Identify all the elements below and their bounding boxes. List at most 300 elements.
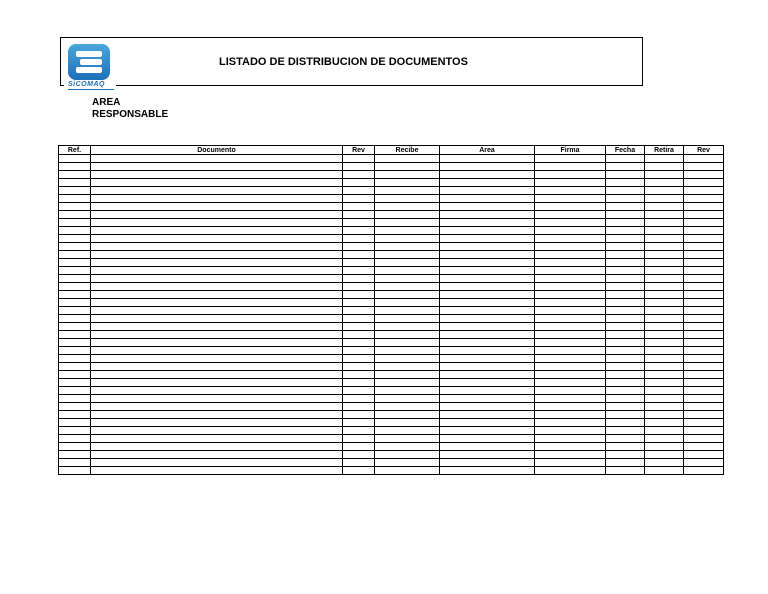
table-cell — [535, 211, 606, 219]
table-cell — [645, 347, 684, 355]
table-cell — [343, 403, 375, 411]
table-row — [59, 219, 724, 227]
table-cell — [684, 283, 724, 291]
table-cell — [645, 443, 684, 451]
company-logo — [64, 41, 116, 89]
table-cell — [91, 403, 343, 411]
table-cell — [684, 291, 724, 299]
table-cell — [343, 307, 375, 315]
table-cell — [343, 387, 375, 395]
table-cell — [606, 259, 645, 267]
table-cell — [684, 411, 724, 419]
table-cell — [606, 331, 645, 339]
table-cell — [91, 179, 343, 187]
table-cell — [343, 251, 375, 259]
table-cell — [535, 155, 606, 163]
table-cell — [645, 331, 684, 339]
table-cell — [606, 451, 645, 459]
table-cell — [59, 467, 91, 475]
table-cell — [440, 467, 535, 475]
table-cell — [606, 275, 645, 283]
table-cell — [684, 387, 724, 395]
table-cell — [684, 307, 724, 315]
table-cell — [684, 379, 724, 387]
table-cell — [645, 299, 684, 307]
table-cell — [59, 331, 91, 339]
table-cell — [343, 203, 375, 211]
table-cell — [59, 371, 91, 379]
table-cell — [606, 307, 645, 315]
table-cell — [59, 243, 91, 251]
table-row — [59, 395, 724, 403]
table-cell — [645, 187, 684, 195]
table-cell — [606, 155, 645, 163]
table-cell — [375, 427, 440, 435]
table-cell — [645, 419, 684, 427]
table-cell — [535, 203, 606, 211]
table-cell — [440, 195, 535, 203]
table-cell — [375, 155, 440, 163]
table-cell — [684, 395, 724, 403]
table-cell — [684, 435, 724, 443]
table-cell — [606, 459, 645, 467]
table-row — [59, 339, 724, 347]
table-cell — [645, 155, 684, 163]
table-cell — [535, 387, 606, 395]
table-cell — [684, 259, 724, 267]
table-cell — [343, 275, 375, 283]
table-cell — [91, 435, 343, 443]
table-cell — [645, 259, 684, 267]
table-cell — [535, 467, 606, 475]
table-cell — [375, 275, 440, 283]
table-cell — [59, 363, 91, 371]
table-cell — [440, 371, 535, 379]
table-cell — [59, 315, 91, 323]
table-cell — [91, 395, 343, 403]
table-cell — [684, 299, 724, 307]
table-cell — [535, 411, 606, 419]
table-cell — [440, 163, 535, 171]
table-cell — [535, 355, 606, 363]
table-row — [59, 411, 724, 419]
table-cell — [375, 307, 440, 315]
table-cell — [684, 467, 724, 475]
table-cell — [684, 243, 724, 251]
table-row — [59, 467, 724, 475]
table-cell — [440, 419, 535, 427]
table-cell — [91, 251, 343, 259]
table-cell — [606, 339, 645, 347]
table-cell — [684, 355, 724, 363]
table-cell — [343, 459, 375, 467]
table-cell — [440, 387, 535, 395]
table-cell — [645, 379, 684, 387]
table-cell — [343, 259, 375, 267]
table-cell — [440, 203, 535, 211]
table-cell — [440, 347, 535, 355]
table-row — [59, 283, 724, 291]
table-cell — [684, 211, 724, 219]
table-cell — [606, 323, 645, 331]
table-row — [59, 435, 724, 443]
column-header-area: Area — [440, 146, 535, 155]
table-cell — [440, 379, 535, 387]
table-cell — [343, 371, 375, 379]
table-cell — [684, 323, 724, 331]
table-cell — [684, 459, 724, 467]
table-cell — [440, 259, 535, 267]
document-header — [60, 37, 643, 86]
table-cell — [375, 459, 440, 467]
table-cell — [375, 291, 440, 299]
table-cell — [535, 363, 606, 371]
table-cell — [375, 187, 440, 195]
table-cell — [440, 315, 535, 323]
table-cell — [606, 315, 645, 323]
table-cell — [375, 203, 440, 211]
table-cell — [606, 251, 645, 259]
table-cell — [684, 403, 724, 411]
table-cell — [59, 443, 91, 451]
table-cell — [684, 339, 724, 347]
table-cell — [684, 203, 724, 211]
table-row — [59, 267, 724, 275]
table-cell — [440, 339, 535, 347]
table-cell — [375, 219, 440, 227]
table-cell — [440, 331, 535, 339]
table-cell — [343, 187, 375, 195]
table-row — [59, 203, 724, 211]
table-cell — [91, 227, 343, 235]
table-cell — [684, 235, 724, 243]
table-cell — [645, 355, 684, 363]
table-cell — [606, 291, 645, 299]
distribution-table — [58, 145, 724, 475]
table-cell — [375, 243, 440, 251]
table-cell — [343, 451, 375, 459]
table-cell — [535, 435, 606, 443]
table-cell — [91, 307, 343, 315]
table-cell — [343, 211, 375, 219]
table-cell — [375, 267, 440, 275]
table-row — [59, 187, 724, 195]
table-cell — [59, 259, 91, 267]
table-cell — [91, 211, 343, 219]
table-cell — [343, 267, 375, 275]
table-row — [59, 419, 724, 427]
table-row — [59, 371, 724, 379]
table-cell — [343, 155, 375, 163]
column-header-retira: Retira — [645, 146, 684, 155]
table-cell — [91, 363, 343, 371]
table-cell — [440, 275, 535, 283]
table-cell — [606, 427, 645, 435]
table-cell — [535, 347, 606, 355]
table-cell — [91, 299, 343, 307]
table-row — [59, 243, 724, 251]
table-cell — [59, 347, 91, 355]
table-cell — [606, 187, 645, 195]
table-cell — [375, 299, 440, 307]
table-body — [59, 155, 724, 475]
table-cell — [606, 235, 645, 243]
table-cell — [91, 467, 343, 475]
table-cell — [535, 427, 606, 435]
table-cell — [606, 347, 645, 355]
responsable-label: RESPONSABLE — [92, 109, 169, 120]
table-cell — [59, 283, 91, 291]
table-cell — [343, 291, 375, 299]
table-cell — [375, 195, 440, 203]
table-cell — [645, 411, 684, 419]
table-cell — [645, 179, 684, 187]
table-cell — [375, 339, 440, 347]
table-cell — [440, 395, 535, 403]
table-cell — [91, 155, 343, 163]
table-cell — [440, 299, 535, 307]
table-row — [59, 451, 724, 459]
table-cell — [343, 323, 375, 331]
column-header-ref: Ref. — [59, 146, 91, 155]
table-cell — [645, 387, 684, 395]
table-cell — [645, 251, 684, 259]
table-cell — [375, 355, 440, 363]
table-cell — [606, 363, 645, 371]
table-cell — [645, 323, 684, 331]
table-cell — [91, 443, 343, 451]
table-row — [59, 235, 724, 243]
table-cell — [535, 267, 606, 275]
table-cell — [440, 179, 535, 187]
table-cell — [375, 395, 440, 403]
table-cell — [59, 251, 91, 259]
table-row — [59, 379, 724, 387]
table-cell — [440, 411, 535, 419]
table-cell — [645, 307, 684, 315]
table-cell — [59, 339, 91, 347]
table-header-row — [59, 146, 724, 155]
table-cell — [343, 411, 375, 419]
table-cell — [535, 299, 606, 307]
table-cell — [59, 163, 91, 171]
table-row — [59, 275, 724, 283]
table-cell — [343, 235, 375, 243]
table-cell — [375, 259, 440, 267]
table-cell — [59, 235, 91, 243]
table-cell — [606, 379, 645, 387]
table-cell — [606, 203, 645, 211]
table-cell — [535, 259, 606, 267]
table-cell — [375, 211, 440, 219]
table-cell — [684, 371, 724, 379]
table-cell — [684, 179, 724, 187]
table-cell — [535, 187, 606, 195]
table-cell — [375, 283, 440, 291]
table-cell — [91, 187, 343, 195]
table-cell — [59, 299, 91, 307]
table-cell — [343, 195, 375, 203]
table-cell — [91, 323, 343, 331]
table-cell — [645, 163, 684, 171]
area-label: AREA — [92, 97, 121, 108]
table-row — [59, 163, 724, 171]
table-cell — [375, 323, 440, 331]
table-cell — [535, 403, 606, 411]
table-cell — [645, 291, 684, 299]
table-cell — [645, 467, 684, 475]
table-cell — [59, 187, 91, 195]
table-cell — [343, 467, 375, 475]
table-cell — [59, 227, 91, 235]
table-cell — [375, 379, 440, 387]
table-cell — [343, 435, 375, 443]
table-cell — [535, 459, 606, 467]
table-cell — [343, 315, 375, 323]
column-header-fecha: Fecha — [606, 146, 645, 155]
table-cell — [91, 347, 343, 355]
table-cell — [440, 211, 535, 219]
table-cell — [343, 427, 375, 435]
table-cell — [375, 179, 440, 187]
table-cell — [645, 203, 684, 211]
table-cell — [645, 459, 684, 467]
table-cell — [606, 299, 645, 307]
table-cell — [440, 243, 535, 251]
table-cell — [343, 419, 375, 427]
table-cell — [375, 419, 440, 427]
table-cell — [440, 459, 535, 467]
table-cell — [684, 267, 724, 275]
table-row — [59, 347, 724, 355]
table-cell — [645, 371, 684, 379]
table-cell — [606, 163, 645, 171]
table-cell — [59, 403, 91, 411]
table-cell — [343, 347, 375, 355]
table-cell — [59, 267, 91, 275]
table-cell — [535, 315, 606, 323]
table-cell — [91, 267, 343, 275]
table-cell — [684, 219, 724, 227]
table-cell — [684, 347, 724, 355]
table-cell — [91, 379, 343, 387]
table-cell — [440, 187, 535, 195]
table-cell — [684, 427, 724, 435]
table-cell — [375, 363, 440, 371]
table-row — [59, 459, 724, 467]
table-cell — [606, 171, 645, 179]
table-cell — [645, 195, 684, 203]
table-cell — [91, 163, 343, 171]
table-cell — [535, 451, 606, 459]
table-cell — [375, 371, 440, 379]
table-row — [59, 363, 724, 371]
table-cell — [440, 443, 535, 451]
table-cell — [91, 371, 343, 379]
table-cell — [91, 339, 343, 347]
table-cell — [645, 315, 684, 323]
table-cell — [375, 163, 440, 171]
table-cell — [645, 339, 684, 347]
table-cell — [59, 411, 91, 419]
table-cell — [375, 411, 440, 419]
table-cell — [535, 379, 606, 387]
table-row — [59, 443, 724, 451]
distribution-table-container — [58, 145, 723, 475]
table-cell — [535, 163, 606, 171]
column-header-firma: Firma — [535, 146, 606, 155]
table-row — [59, 251, 724, 259]
table-cell — [645, 275, 684, 283]
table-cell — [375, 331, 440, 339]
table-row — [59, 403, 724, 411]
table-cell — [645, 451, 684, 459]
table-cell — [606, 395, 645, 403]
table-cell — [684, 451, 724, 459]
column-header-recibe: Recibe — [375, 146, 440, 155]
table-cell — [375, 251, 440, 259]
table-row — [59, 323, 724, 331]
table-cell — [684, 155, 724, 163]
table-cell — [535, 251, 606, 259]
table-cell — [535, 235, 606, 243]
table-cell — [645, 227, 684, 235]
table-cell — [440, 171, 535, 179]
table-cell — [684, 251, 724, 259]
table-cell — [645, 211, 684, 219]
table-cell — [343, 283, 375, 291]
table-cell — [375, 387, 440, 395]
table-cell — [343, 179, 375, 187]
table-cell — [535, 371, 606, 379]
table-cell — [343, 331, 375, 339]
table-cell — [606, 283, 645, 291]
table-cell — [91, 355, 343, 363]
table-cell — [375, 171, 440, 179]
table-row — [59, 211, 724, 219]
table-cell — [59, 459, 91, 467]
table-cell — [440, 219, 535, 227]
table-cell — [684, 163, 724, 171]
table-cell — [91, 451, 343, 459]
table-cell — [375, 347, 440, 355]
table-cell — [440, 427, 535, 435]
table-cell — [59, 195, 91, 203]
table-cell — [59, 171, 91, 179]
table-cell — [535, 179, 606, 187]
table-cell — [375, 443, 440, 451]
table-cell — [535, 395, 606, 403]
table-cell — [59, 379, 91, 387]
table-cell — [440, 227, 535, 235]
table-cell — [59, 395, 91, 403]
table-cell — [343, 395, 375, 403]
logo-text: SiCOMAQ — [68, 81, 114, 90]
table-cell — [440, 403, 535, 411]
table-cell — [375, 451, 440, 459]
table-cell — [375, 467, 440, 475]
table-cell — [645, 435, 684, 443]
table-cell — [91, 315, 343, 323]
table-cell — [91, 275, 343, 283]
table-cell — [645, 283, 684, 291]
table-cell — [59, 355, 91, 363]
table-cell — [535, 307, 606, 315]
table-cell — [606, 443, 645, 451]
table-cell — [91, 219, 343, 227]
table-cell — [606, 371, 645, 379]
document-title: LISTADO DE DISTRIBUCION DE DOCUMENTOS — [219, 56, 468, 68]
